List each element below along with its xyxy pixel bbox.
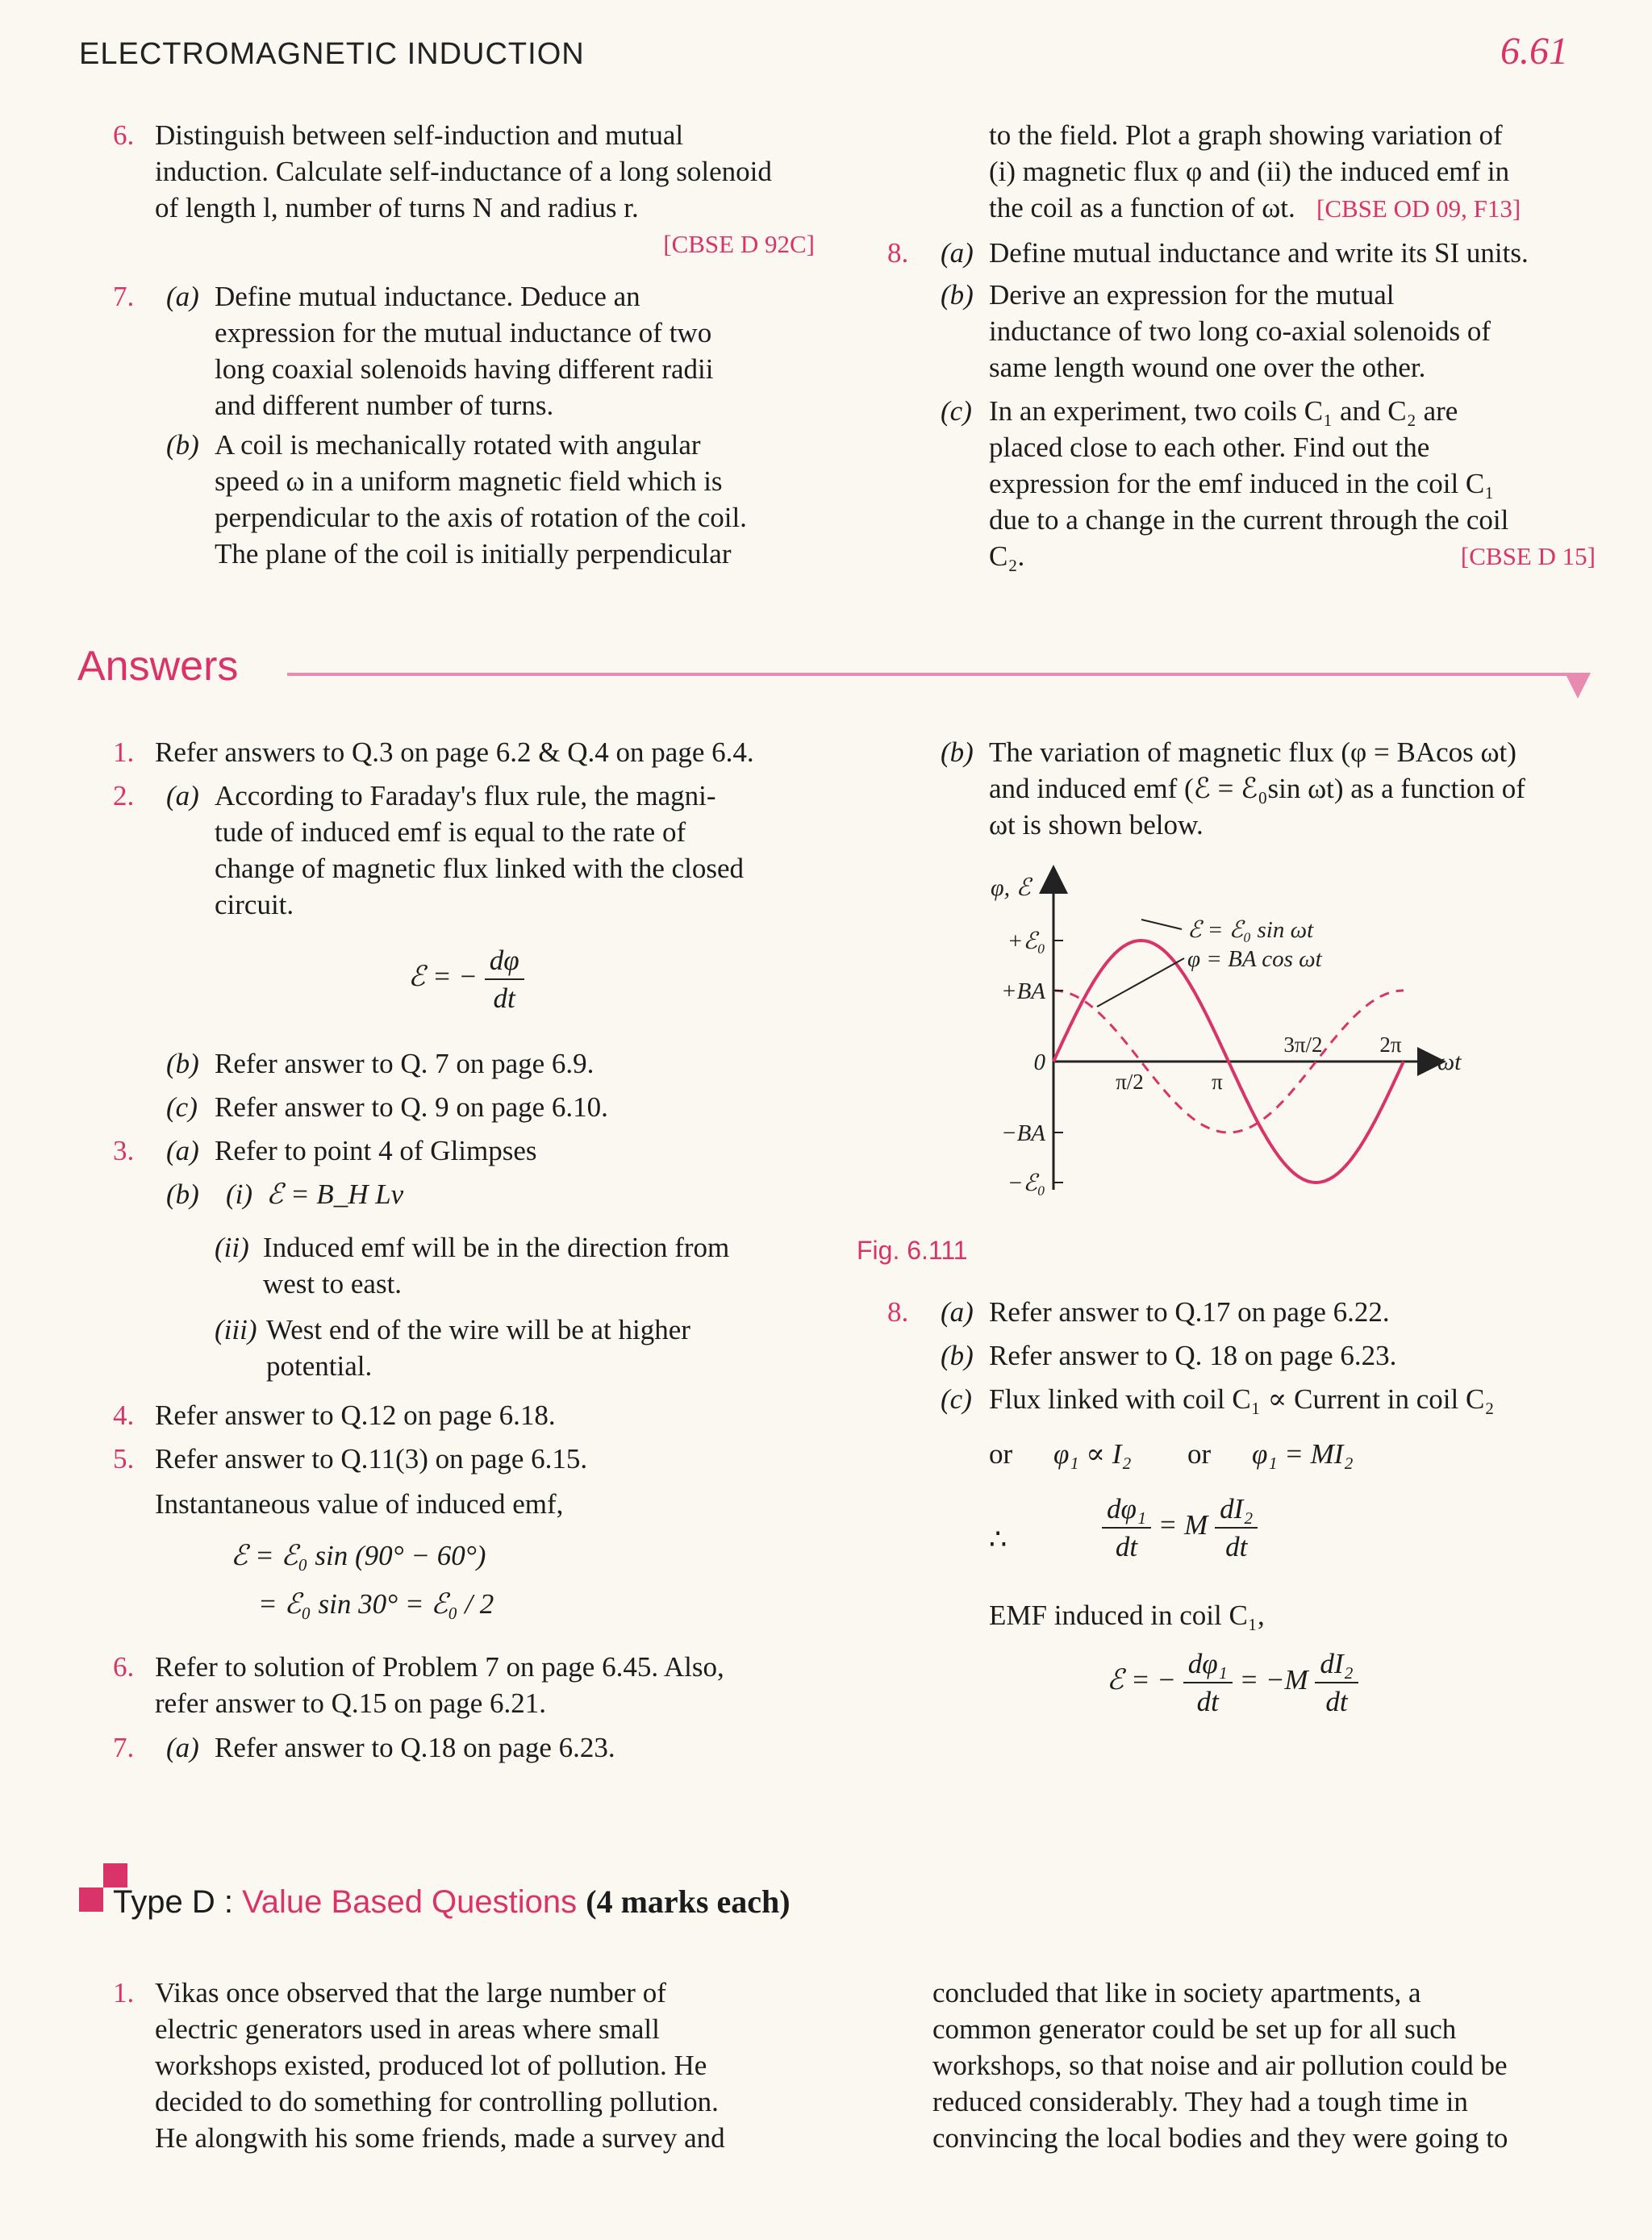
- q7-number: 7.: [113, 281, 135, 312]
- q7-cont-line: to the field. Plot a graph showing variation of: [989, 119, 1503, 151]
- q8a-text: Define mutual inductance and write its SI units.: [989, 237, 1529, 269]
- flux-series-label: φ = BA cos ωt: [1187, 946, 1322, 972]
- or-eq2: φ₁ = MI₂: [1252, 1438, 1354, 1470]
- running-title: ELECTROMAGNETIC INDUCTION: [79, 37, 585, 71]
- faraday-numerator: dφ: [485, 942, 524, 980]
- flux-leader: [1097, 958, 1184, 1007]
- emf-leader: [1141, 920, 1182, 929]
- x-tick-label: π/2: [1116, 1070, 1144, 1094]
- faraday-lhs: ℰ = −: [408, 961, 478, 993]
- x-tick-label: π: [1212, 1070, 1223, 1094]
- a6-number: 6.: [113, 1651, 135, 1683]
- a3a-label: (a): [166, 1135, 199, 1166]
- y-tick-label: +BA: [1001, 978, 1045, 1004]
- a3b-iii-line: potential.: [266, 1350, 373, 1382]
- a2a-line: change of magnetic flux linked with the closed: [215, 853, 745, 884]
- q8c-text: [989, 393, 1596, 574]
- type-d-prefix: Type D :: [113, 1884, 233, 1920]
- a3a-text: Refer to point 4 of Glimpses: [215, 1135, 537, 1166]
- q6-text: [155, 117, 815, 262]
- q7-tag: [CBSE OD 09, F13]: [1316, 194, 1521, 223]
- q8a-label: (a): [941, 237, 974, 269]
- a5-text: Refer answer to Q.11(3) on page 6.15.: [155, 1443, 588, 1475]
- a5-line2: Instantaneous value of induced emf,: [155, 1488, 564, 1520]
- vq1-line: Vikas once observed that the large number of: [155, 1977, 666, 2008]
- x-tick-label: 3π/2: [1283, 1032, 1323, 1057]
- a2b-text: Refer answer to Q. 7 on page 6.9.: [215, 1048, 594, 1079]
- mutual-emf-lhs: ℰ = −: [1107, 1664, 1176, 1696]
- q6-line: of length l, number of turns N and radius r.: [155, 192, 639, 223]
- q6-line: induction. Calculate self-inductance of a long solenoid: [155, 156, 772, 187]
- q7a-line: Define mutual inductance. Deduce an: [215, 281, 640, 312]
- a8a-label: (a): [941, 1296, 974, 1328]
- q7b-line: speed ω in a uniform magnetic field which is: [215, 465, 723, 497]
- heading-square-icon: [79, 1888, 103, 1912]
- q7a-line: expression for the mutual inductance of two: [215, 317, 712, 348]
- flux-emf-graph: [968, 863, 1484, 1202]
- derivative-equation: [1102, 1491, 1258, 1565]
- mutual-emf-equation: [1107, 1646, 1358, 1720]
- or-line-2: or: [1187, 1438, 1212, 1470]
- di-num: dI₂: [1215, 1491, 1258, 1529]
- q8c-line: In an experiment, two coils C₁ and C₂ are: [989, 395, 1458, 427]
- a3-number: 3.: [113, 1135, 135, 1166]
- or-eq1: φ₁ ∝ I₂: [1053, 1438, 1132, 1470]
- vq1-line: common generator could be set up for all such: [932, 2013, 1457, 2045]
- mutual-di-num: dI₂: [1315, 1646, 1358, 1683]
- type-d-marks: (4 marks each): [586, 1883, 791, 1920]
- y-axis-label: φ, ℰ: [991, 874, 1031, 901]
- a6-text: [155, 1649, 815, 1721]
- faraday-equation: [408, 942, 524, 1016]
- q8b-line: inductance of two long co-axial solenoids of: [989, 315, 1491, 347]
- a4-text: Refer answer to Q.12 on page 6.18.: [155, 1399, 556, 1431]
- a7b-line: ωt is shown below.: [989, 809, 1204, 841]
- y-tick-label: +ℰ₀: [1007, 928, 1045, 954]
- q7b-line: The plane of the coil is initially perpendicular: [215, 538, 732, 569]
- a5-eq1: ℰ = ℰ₀ sin (90° − 60°): [231, 1540, 486, 1571]
- answers-triangle-icon: [1563, 663, 1592, 702]
- dphi-fraction: [1102, 1491, 1151, 1565]
- a8a-text: Refer answer to Q.17 on page 6.22.: [989, 1296, 1390, 1328]
- mutual-di-fraction: [1315, 1646, 1358, 1720]
- a3b-ii-label: (ii): [215, 1232, 249, 1263]
- or-line-1: or: [989, 1438, 1013, 1470]
- a3b-i-label: (i): [226, 1178, 253, 1210]
- a3b-iii-label: (iii): [215, 1314, 257, 1345]
- y-tick-label: 0: [1033, 1049, 1045, 1075]
- answers-rule: [287, 673, 1578, 676]
- a2b-label: (b): [166, 1048, 199, 1079]
- q8c-label: (c): [941, 395, 972, 427]
- value-question-right: [932, 1975, 1596, 2156]
- q6-number: 6.: [113, 119, 135, 151]
- a2-number: 2.: [113, 780, 135, 811]
- q8b-text: [989, 277, 1596, 386]
- a2a-text: [215, 778, 815, 923]
- q7-cont-line: (i) magnetic flux φ and (ii) the induced emf in: [989, 156, 1510, 187]
- vq1-line: electric generators used in areas where small: [155, 2013, 660, 2045]
- a3b-ii-line: Induced emf will be in the direction from: [263, 1232, 730, 1263]
- a7b-line: and induced emf (ℰ = ℰ₀sin ωt) as a function of: [989, 773, 1525, 804]
- a1-text: Refer answers to Q.3 on page 6.2 & Q.4 on page 6.4.: [155, 736, 754, 768]
- vq1-line: workshops existed, produced lot of pollution. He: [155, 2050, 707, 2081]
- x-tick-label: 2π: [1379, 1032, 1402, 1057]
- a2a-line: circuit.: [215, 889, 294, 920]
- q7a-line: and different number of turns.: [215, 390, 554, 421]
- page-number: 6.61: [1500, 30, 1568, 73]
- vq1-number: 1.: [113, 1977, 135, 2008]
- answers-heading: Answers: [77, 643, 239, 690]
- q7b-text: [215, 427, 815, 572]
- q7b-line: perpendicular to the axis of rotation of the coil.: [215, 502, 747, 533]
- emf-induced-line: EMF induced in coil C₁,: [989, 1600, 1265, 1631]
- a5-eq2: = ℰ₀ sin 30° = ℰ₀ / 2: [258, 1588, 494, 1620]
- a7b-text: [989, 734, 1596, 843]
- q7b-label: (b): [166, 429, 199, 461]
- q8b-line: same length wound one over the other.: [989, 352, 1426, 383]
- q6-tag: [CBSE D 92C]: [663, 230, 815, 258]
- q7-cont-line: the coil as a function of ωt.: [989, 192, 1295, 223]
- a7-number: 7.: [113, 1732, 135, 1763]
- a8c-label: (c): [941, 1383, 972, 1415]
- x-ticks: [1116, 1032, 1402, 1094]
- q7a-label: (a): [166, 281, 199, 312]
- a5-number: 5.: [113, 1443, 135, 1475]
- a7a-text: Refer answer to Q.18 on page 6.23.: [215, 1732, 615, 1763]
- a2c-text: Refer answer to Q. 9 on page 6.10.: [215, 1091, 608, 1123]
- vq1-line: convincing the local bodies and they were going to: [932, 2122, 1508, 2154]
- q7a-text: [215, 278, 815, 423]
- a6-line: Refer to solution of Problem 7 on page 6.45. Also,: [155, 1651, 724, 1683]
- di-fraction: [1215, 1491, 1258, 1565]
- a7b-line: The variation of magnetic flux (φ = BAcos ωt): [989, 736, 1516, 768]
- therefore-symbol: ∴: [989, 1524, 1007, 1555]
- a7b-label: (b): [941, 736, 974, 768]
- q7-continuation: [989, 117, 1596, 227]
- a3b-iii-text: [266, 1312, 815, 1384]
- dphi-den: dt: [1115, 1531, 1138, 1562]
- q7a-line: long coaxial solenoids having different radii: [215, 353, 714, 385]
- mutual-emf-mid: = −M: [1239, 1664, 1308, 1696]
- a2a-line: According to Faraday's flux rule, the magni-: [215, 780, 716, 811]
- mutual-dphi-den: dt: [1196, 1686, 1219, 1717]
- vq1-left-text: [155, 1975, 815, 2156]
- type-d-heading: [113, 1883, 791, 1921]
- a7a-label: (a): [166, 1732, 199, 1763]
- emf-series-label: ℰ = ℰ₀ sin ωt: [1187, 917, 1314, 943]
- a3b-ii-line: west to east.: [263, 1268, 403, 1299]
- type-d-title: Value Based Questions: [242, 1884, 578, 1920]
- q8c-line: due to a change in the current through the coil: [989, 504, 1509, 536]
- q8c-line: C₂.: [989, 540, 1025, 572]
- x-axis-label: ωt: [1437, 1049, 1462, 1075]
- q8-tag: [CBSE D 15]: [1460, 542, 1596, 570]
- a3b-ii-text: [263, 1229, 815, 1302]
- vq1-line: workshops, so that noise and air pollution could be: [932, 2050, 1508, 2081]
- a2a-label: (a): [166, 780, 199, 811]
- y-tick-label: −BA: [1001, 1120, 1045, 1146]
- a3b-i-text: ℰ = B_H Lv: [266, 1178, 404, 1210]
- mutual-dphi-fraction: [1183, 1646, 1233, 1720]
- q7b-line: A coil is mechanically rotated with angular: [215, 429, 701, 461]
- a8c-text: Flux linked with coil C₁ ∝ Current in coil C₂: [989, 1383, 1495, 1415]
- a6-line: refer answer to Q.15 on page 6.21.: [155, 1687, 546, 1719]
- vq1-line: decided to do something for controlling pollution.: [155, 2086, 719, 2117]
- faraday-fraction: [485, 942, 524, 1016]
- y-tick-label: −ℰ₀: [1007, 1170, 1045, 1196]
- vq1-line: concluded that like in society apartments, a: [932, 1977, 1421, 2008]
- a8b-label: (b): [941, 1340, 974, 1371]
- q8b-line: Derive an expression for the mutual: [989, 279, 1395, 311]
- equals-m: = M: [1158, 1509, 1208, 1541]
- di-den: dt: [1225, 1531, 1248, 1562]
- q8c-line: expression for the emf induced in the coil C₁: [989, 468, 1495, 499]
- q8-number: 8.: [887, 237, 909, 269]
- a4-number: 4.: [113, 1399, 135, 1431]
- q6-line: Distinguish between self-induction and mutual: [155, 119, 684, 151]
- figure-label: Fig. 6.111: [857, 1236, 968, 1265]
- a1-number: 1.: [113, 736, 135, 768]
- dphi-num: dφ₁: [1102, 1491, 1151, 1529]
- mutual-di-den: dt: [1325, 1686, 1348, 1717]
- vq1-line: reduced considerably. They had a tough time in: [932, 2086, 1468, 2117]
- a8-number: 8.: [887, 1296, 909, 1328]
- faraday-denominator: dt: [493, 982, 515, 1014]
- a3b-label: (b): [166, 1178, 199, 1210]
- a8b-text: Refer answer to Q. 18 on page 6.23.: [989, 1340, 1397, 1371]
- q8c-line: placed close to each other. Find out the: [989, 432, 1430, 463]
- a3b-iii-line: West end of the wire will be at higher: [266, 1314, 690, 1345]
- a2a-line: tude of induced emf is equal to the rate of: [215, 816, 686, 848]
- mutual-dphi-num: dφ₁: [1183, 1646, 1233, 1683]
- vq1-line: He alongwith his some friends, made a survey and: [155, 2122, 725, 2154]
- a2c-label: (c): [166, 1091, 198, 1123]
- q8b-label: (b): [941, 279, 974, 311]
